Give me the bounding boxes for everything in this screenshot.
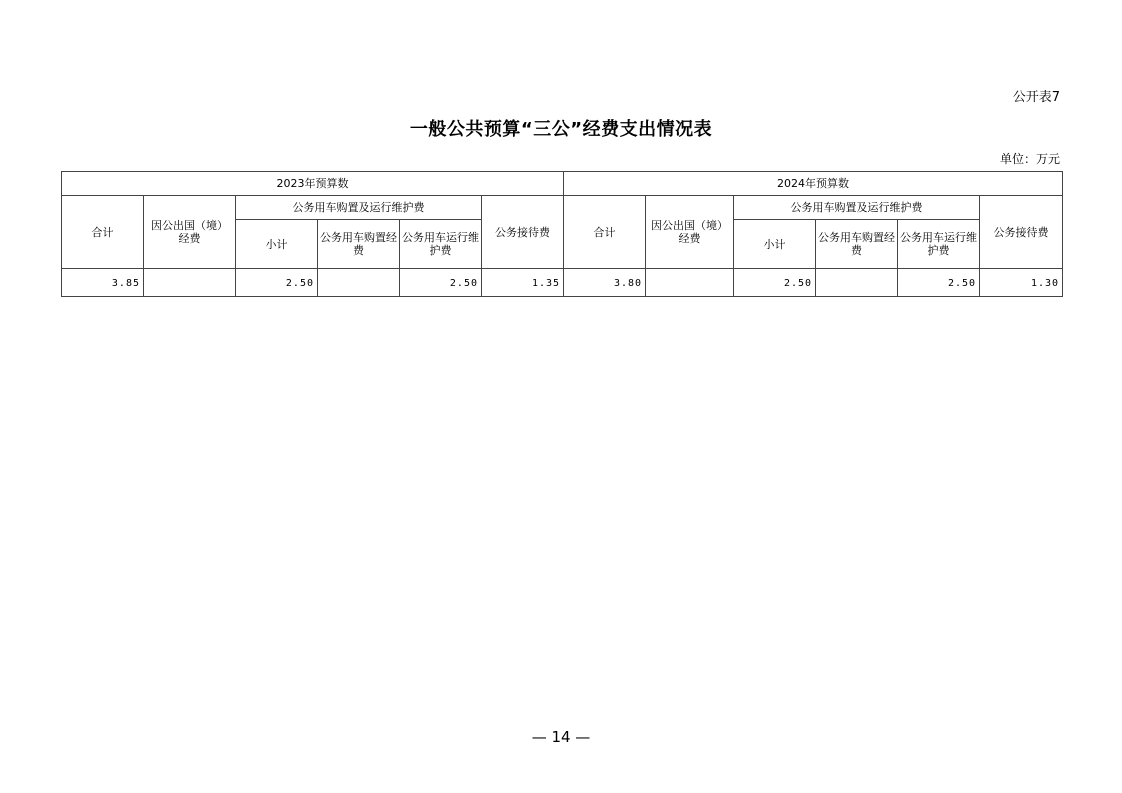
unit-label: 单位：万元 xyxy=(999,152,1060,166)
operation-2023: 2.50 xyxy=(400,269,482,297)
year-2023-header: 2023年预算数 xyxy=(62,172,564,196)
total-2024: 3.80 xyxy=(564,269,646,297)
reception-header-2024: 公务接待费 xyxy=(980,196,1063,269)
subtotal-header-2024: 小计 xyxy=(734,220,816,269)
page-number: — 14 — xyxy=(531,728,591,746)
reception-header-2023: 公务接待费 xyxy=(482,196,564,269)
operation-header-2023: 公务用车运行维护费 xyxy=(400,220,482,269)
reception-2024: 1.30 xyxy=(980,269,1063,297)
table-row xyxy=(62,269,1063,297)
purchase-header-2024: 公务用车购置经费 xyxy=(816,220,898,269)
operation-2024: 2.50 xyxy=(898,269,980,297)
abroad-header-2024: 因公出国（境）经费 xyxy=(646,196,734,269)
abroad-header-2023: 因公出国（境）经费 xyxy=(144,196,236,269)
purchase-header-2023: 公务用车购置经费 xyxy=(318,220,400,269)
page-title: 一般公共预算“三公”经费支出情况表 xyxy=(409,119,713,140)
abroad-2024 xyxy=(646,269,734,297)
subtotal-2024: 2.50 xyxy=(734,269,816,297)
operation-header-2024: 公务用车运行维护费 xyxy=(898,220,980,269)
purchase-2024 xyxy=(816,269,898,297)
budget-table xyxy=(61,171,1063,297)
abroad-2023 xyxy=(144,269,236,297)
vehicle-header-2024: 公务用车购置及运行维护费 xyxy=(734,196,980,220)
table-number: 公开表7 xyxy=(1012,90,1060,105)
group-header-row xyxy=(62,196,1063,220)
vehicle-header-2023: 公务用车购置及运行维护费 xyxy=(236,196,482,220)
total-header-2024: 合计 xyxy=(564,196,646,269)
subtotal-header-2023: 小计 xyxy=(236,220,318,269)
reception-2023: 1.35 xyxy=(482,269,564,297)
purchase-2023 xyxy=(318,269,400,297)
total-header-2023: 合计 xyxy=(62,196,144,269)
year-2024-header: 2024年预算数 xyxy=(564,172,1063,196)
total-2023: 3.85 xyxy=(62,269,144,297)
year-header-row xyxy=(62,172,1063,196)
subtotal-2023: 2.50 xyxy=(236,269,318,297)
